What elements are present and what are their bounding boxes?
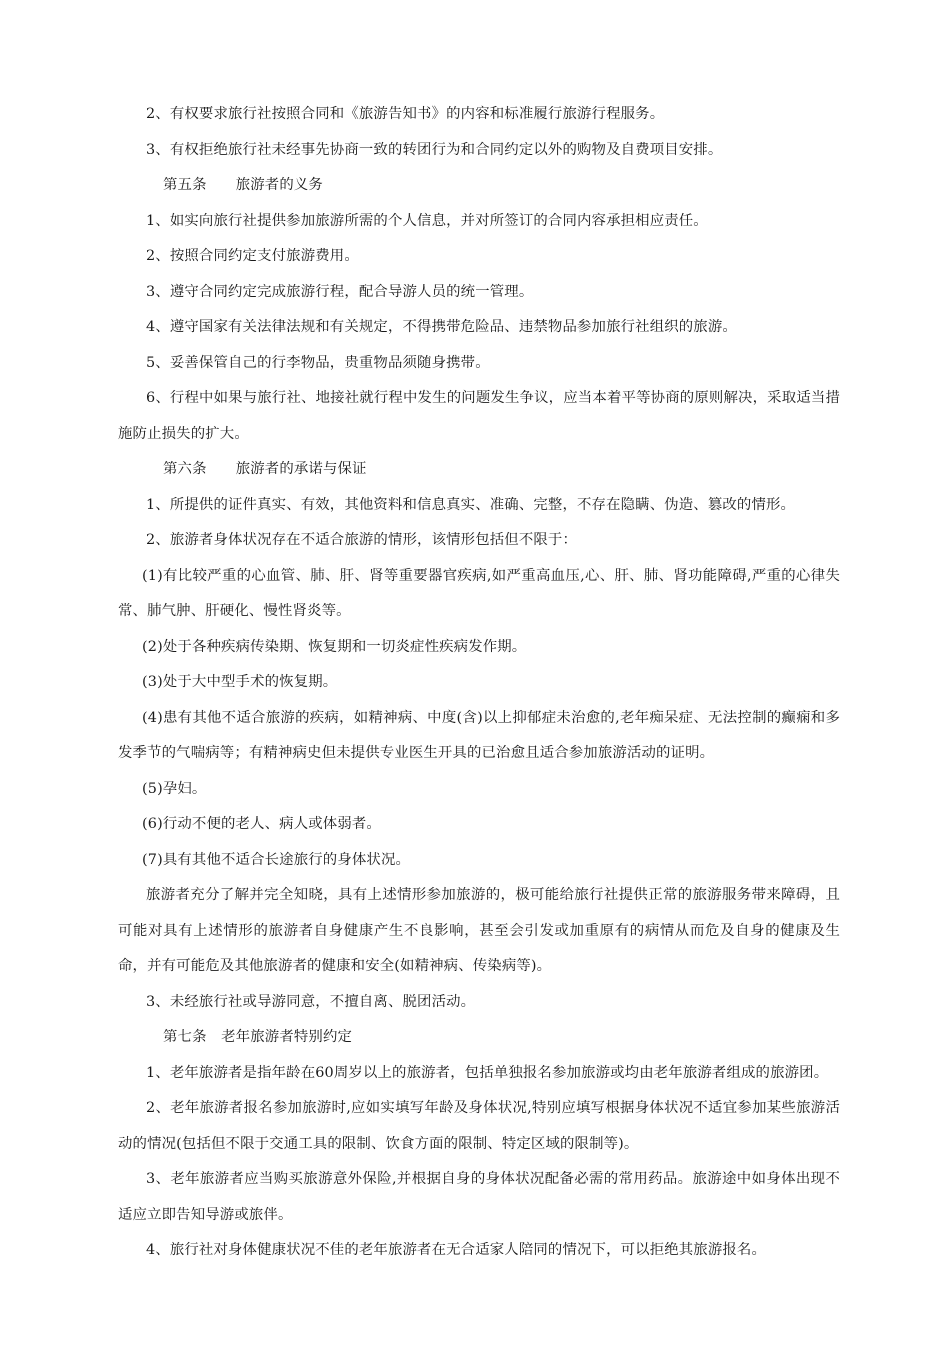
clause-6-item-3: 3、未经旅行社或导游同意，不擅自离、脱团活动。 — [146, 993, 476, 1010]
clause-6-item-1: 1、所提供的证件真实、有效，其他资料和信息真实、准确、完整，不存在隐瞒、伪造、篡改的情形。 — [146, 496, 796, 513]
clause-7-item-4: 4、旅行社对身体健康状况不佳的老年旅游者在无合适家人陪同的情况下，可以拒绝其旅游报名。 — [146, 1242, 767, 1258]
clause-5-item-5: 5、妥善保管自己的行李物品，贵重物品须随身携带。 — [146, 354, 490, 371]
section-heading-article-5: 第五条 旅游者的义务 — [163, 177, 323, 193]
sub-item-3: (3)处于大中型手术的恢复期。 — [142, 674, 338, 690]
document-body — [118, 97, 840, 1269]
clause-4-item-3: 3、有权拒绝旅行社未经事先协商一致的转团行为和合同约定以外的购物及自费项目安排。 — [146, 141, 723, 158]
acknowledgement-paragraph: 旅游者充分了解并完全知晓，具有上述情形参加旅游的，极可能给旅行社提供正常的旅游服务带来障碍，且可能对具有上述情形的旅游者自身健康产生不良影响，甚至会引发或加重原有的病情从而危及自身的健康及生命，并有可能危及其他旅游者的健康和安全(如精神病、传染病等)。 — [118, 887, 840, 974]
clause-4-item-2: 2、有权要求旅行社按照合同和《旅游告知书》的内容和标准履行旅游行程服务。 — [146, 106, 665, 122]
section-heading-article-7: 第七条 老年旅游者特别约定 — [163, 1029, 353, 1045]
clause-7-item-2: 2、老年旅游者报名参加旅游时,应如实填写年龄及身体状况,特别应填写根据身体状况不适宜参加某些旅游活动的情况(包括但不限于交通工具的限制、饮食方面的限制、特定区域的限制等)。 — [118, 1100, 840, 1152]
clause-5-item-6: 6、行程中如果与旅行社、地接社就行程中发生的问题发生争议，应当本着平等协商的原则解决，采取适当措施防止损失的扩大。 — [118, 390, 840, 442]
sub-item-5: (5)孕妇。 — [142, 780, 207, 797]
sub-item-1: (1)有比较严重的心血管、肺、肝、肾等重要器官疾病,如严重高血压,心、肝、肺、肾功能障碍,严重的心律失常、肺气肿、肝硬化、慢性肾炎等。 — [118, 567, 840, 619]
section-heading-article-6: 第六条 旅游者的承诺与保证 — [163, 461, 367, 477]
clause-5-item-3: 3、遵守合同约定完成旅游行程，配合导游人员的统一管理。 — [146, 283, 534, 300]
sub-item-2: (2)处于各种疾病传染期、恢复期和一切炎症性疾病发作期。 — [142, 638, 527, 655]
clause-7-item-1: 1、老年旅游者是指年龄在60周岁以上的旅游者，包括单独报名参加旅游或均由老年旅游者组成的旅游团。 — [146, 1064, 829, 1081]
sub-item-6: (6)行动不便的老人、病人或体弱者。 — [142, 816, 381, 832]
clause-7-item-3: 3、老年旅游者应当购买旅游意外保险,并根据自身的身体状况配备必需的常用药品。旅游途中如身体出现不适应立即告知导游或旅伴。 — [118, 1171, 840, 1223]
sub-item-4: (4)患有其他不适合旅游的疾病，如精神病、中度(含)以上抑郁症未治愈的,老年痴呆症、无法控制的癫痫和多发季节的气喘病等；有精神病史但未提供专业医生开具的已治愈且适合参加旅游活动的证明。 — [118, 709, 840, 761]
clause-5-item-1: 1、如实向旅行社提供参加旅游所需的个人信息，并对所签订的合同内容承担相应责任。 — [146, 212, 708, 229]
clause-5-item-4: 4、遵守国家有关法律法规和有关规定，不得携带危险品、违禁物品参加旅行社组织的旅游。 — [146, 319, 737, 335]
sub-item-7: (7)具有其他不适合长途旅行的身体状况。 — [142, 851, 411, 868]
clause-5-item-2: 2、按照合同约定支付旅游费用。 — [146, 248, 359, 264]
clause-6-item-2: 2、旅游者身体状况存在不适合旅游的情形，该情形包括但不限于： — [146, 532, 577, 548]
